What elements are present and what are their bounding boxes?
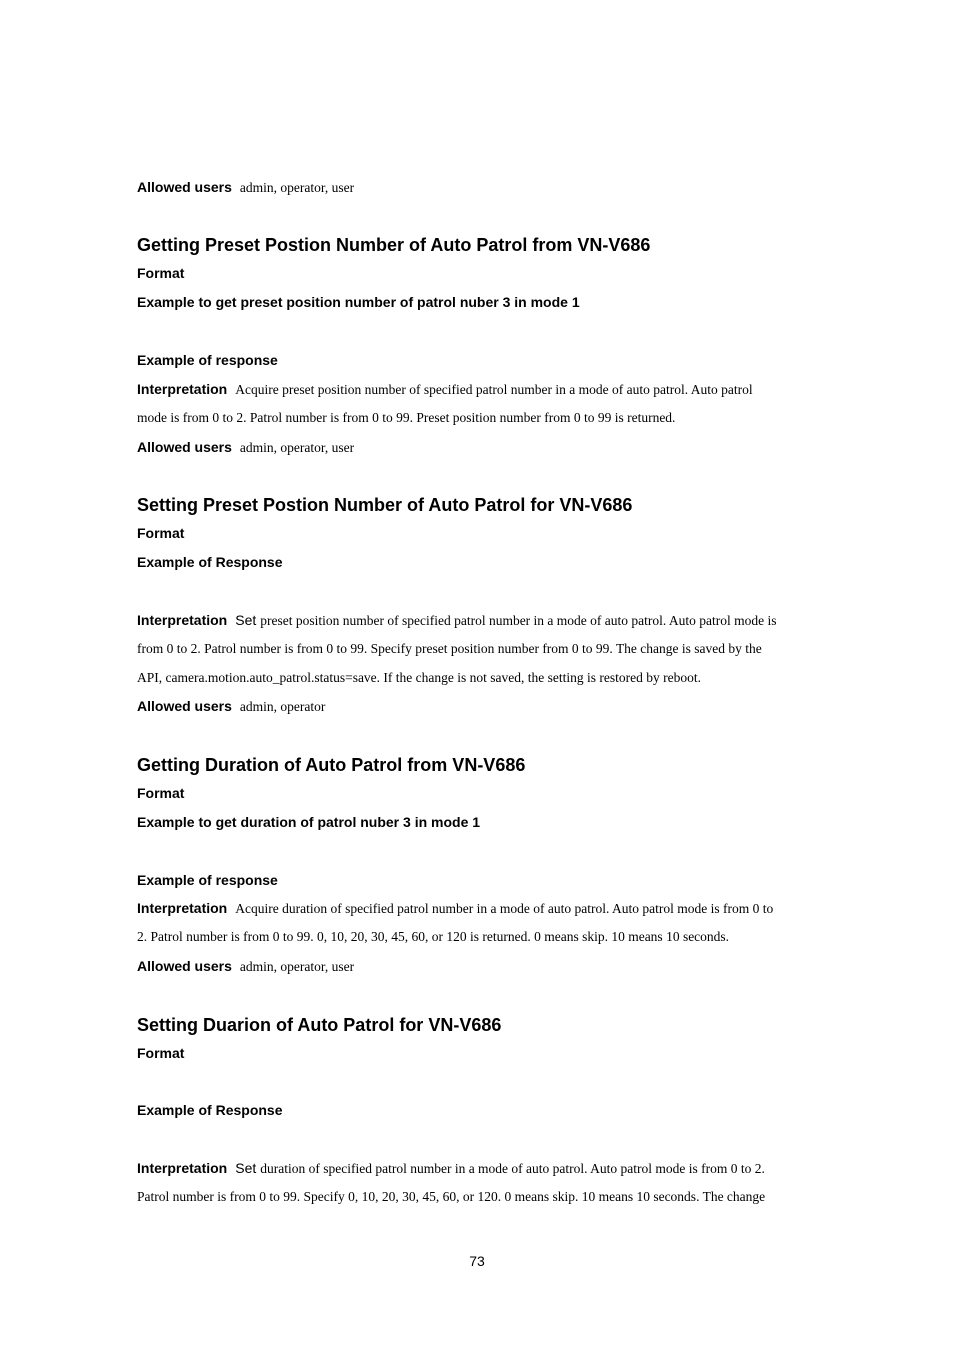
section-2-interpretation [137,611,777,630]
interpretation-set-word: Set [235,612,257,628]
allowed-users-label: Allowed users [137,179,232,195]
section-2-allowed-users [137,697,325,716]
section-3-interpretation [137,899,773,918]
interpretation-label: Interpretation [137,1160,228,1176]
interpretation-text: preset position number of specified patrol number in a mode of auto patrol. Auto patrol mode is [260,613,777,628]
allowed-users-value: admin, operator, user [239,180,355,195]
interpretation-label: Interpretation [137,900,228,916]
section-2-response-label: Example of Response [137,554,283,570]
section-3-title: Getting Duration of Auto Patrol from VN-V686 [137,755,526,775]
section-1-response-label: Example of response [137,352,278,368]
section-3-interpretation-line2: 2. Patrol number is from 0 to 99. 0, 10, 20, 30, 45, 60, or 120 is returned. 0 means skip. 10 means 10 seconds. [137,929,730,944]
section-1-format-label: Format [137,265,185,281]
top-allowed-users [137,178,354,197]
allowed-users-label: Allowed users [137,439,232,455]
section-4-interpretation-line2: Patrol number is from 0 to 99. Specify 0, 10, 20, 30, 45, 60, or 120. 0 means skip. 10 means 10 seconds. The change [137,1189,766,1204]
section-3-allowed-users [137,957,354,976]
interpretation-text: Acquire preset position number of specified patrol number in a mode of auto patrol. Auto patrol [235,382,753,397]
section-1-interpretation [137,380,753,399]
interpretation-text: Acquire duration of specified patrol number in a mode of auto patrol. Auto patrol mode is from 0 to [235,901,774,916]
section-1-title: Getting Preset Postion Number of Auto Patrol from VN-V686 [137,235,651,255]
page-number: 73 [469,1253,485,1269]
allowed-users-value: admin, operator [239,699,326,714]
interpretation-label: Interpretation [137,612,228,628]
section-1-interpretation-line2: mode is from 0 to 2. Patrol number is from 0 to 99. Preset position number from 0 to 99 is returned. [137,410,676,425]
interpretation-text: duration of specified patrol number in a mode of auto patrol. Auto patrol mode is from 0 to 2. [260,1161,765,1176]
section-1-allowed-users [137,438,354,457]
section-4-interpretation [137,1159,765,1178]
section-4-format-label: Format [137,1045,185,1061]
section-2-title: Setting Preset Postion Number of Auto Patrol for VN-V686 [137,495,633,515]
section-4-response-label: Example of Response [137,1102,283,1118]
allowed-users-value: admin, operator, user [239,440,355,455]
allowed-users-value: admin, operator, user [239,959,355,974]
allowed-users-label: Allowed users [137,958,232,974]
section-3-format-label: Format [137,785,185,801]
section-3-example-label: Example to get duration of patrol nuber 3 in mode 1 [137,814,481,830]
section-2-interpretation-line3: API, camera.motion.auto_patrol.status=save. If the change is not saved, the setting is restored by reboot. [137,670,701,685]
interpretation-label: Interpretation [137,381,228,397]
allowed-users-label: Allowed users [137,698,232,714]
section-4-title: Setting Duarion of Auto Patrol for VN-V686 [137,1015,502,1035]
interpretation-set-word: Set [235,1160,257,1176]
section-2-format-label: Format [137,525,185,541]
section-1-example-label: Example to get preset position number of patrol nuber 3 in mode 1 [137,294,580,310]
section-2-interpretation-line2: from 0 to 2. Patrol number is from 0 to 99. Specify preset position number from 0 to 99. The change is saved by the [137,641,762,656]
section-3-response-label: Example of response [137,872,278,888]
